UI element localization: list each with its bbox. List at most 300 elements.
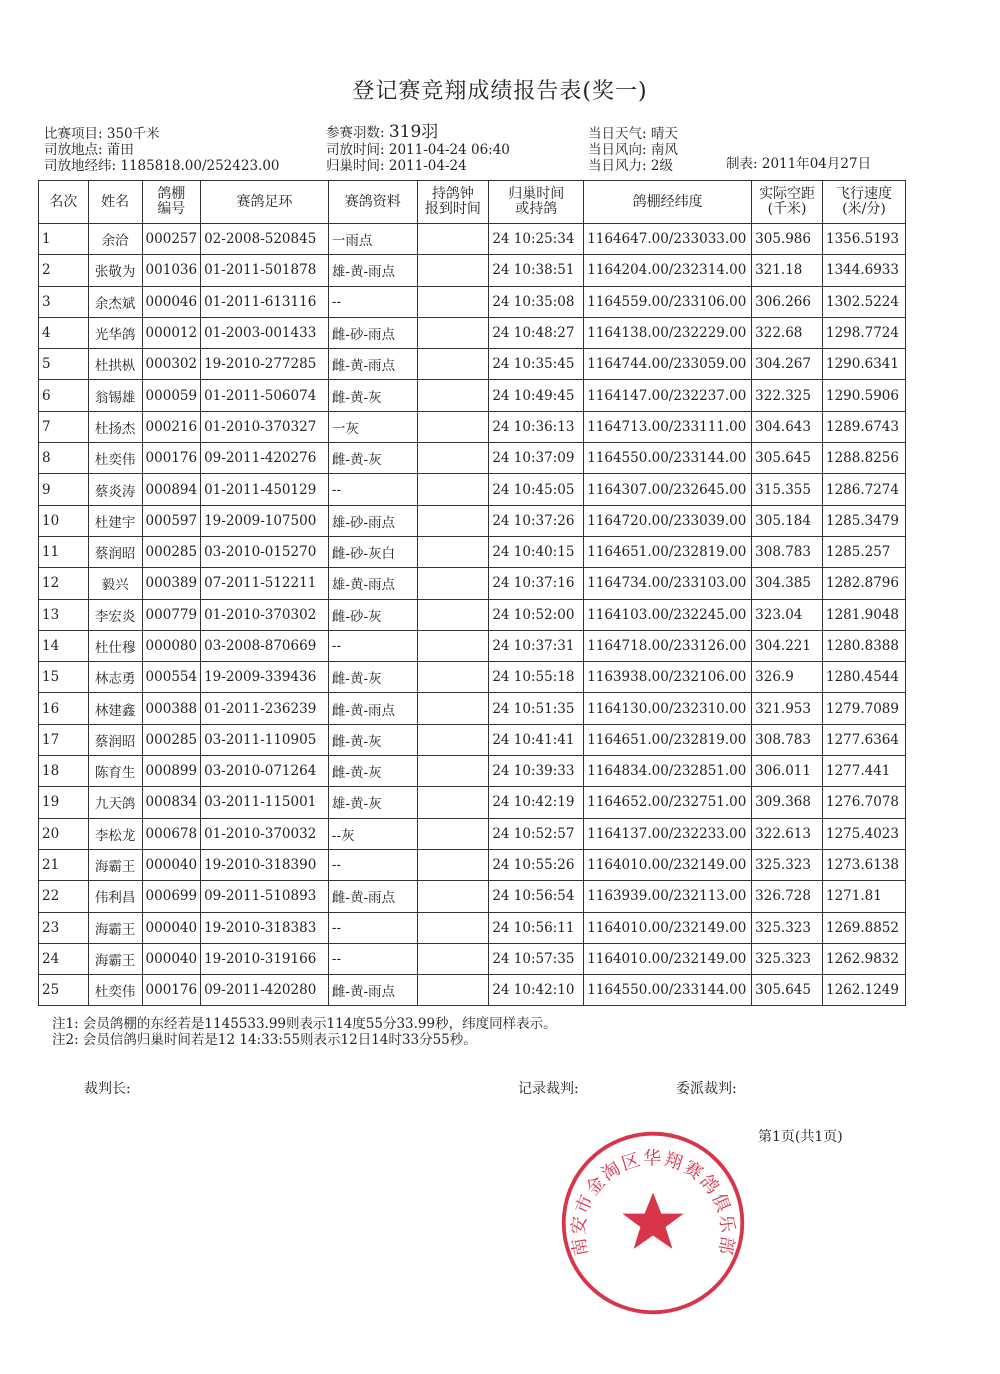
cell-clock-time: [417, 443, 489, 474]
cell-distance: 315.355: [752, 474, 823, 505]
table-row: [39, 662, 906, 693]
cell-ring-number: 19-2010-277285: [201, 349, 329, 380]
cell-ring-number: 01-2011-501878: [201, 255, 329, 286]
cell-speed: 1273.6138: [822, 849, 905, 880]
cell-speed: 1285.257: [822, 536, 905, 567]
release-location-value: 莆田: [106, 142, 134, 158]
table-row: [39, 756, 906, 787]
table-row: [39, 818, 906, 849]
cell-rank: 10: [39, 505, 89, 536]
table-row: [39, 443, 906, 474]
cell-name: 林建鑫: [88, 693, 142, 724]
cell-loft-id: 000597: [142, 505, 201, 536]
cell-arrival-time: 24 10:37:26: [489, 505, 584, 536]
cell-loft-coords: 1164010.00/232149.00: [584, 849, 752, 880]
cell-name: 杜奕伟: [88, 975, 142, 1006]
cell-arrival-time: 24 10:37:09: [489, 443, 584, 474]
cell-clock-time: [417, 568, 489, 599]
cell-loft-coords: 1164713.00/233111.00: [584, 411, 752, 442]
cell-loft-id: 000012: [142, 317, 201, 348]
table-row: [39, 411, 906, 442]
cell-arrival-time: 24 10:35:45: [489, 349, 584, 380]
cell-pigeon-info: --灰: [328, 818, 417, 849]
cell-rank: 3: [39, 286, 89, 317]
cell-speed: 1356.5193: [822, 224, 905, 255]
cell-arrival-time: 24 10:48:27: [489, 317, 584, 348]
cell-name: 林志勇: [88, 662, 142, 693]
cell-ring-number: 01-2003-001433: [201, 317, 329, 348]
cell-pigeon-info: 一灰: [328, 411, 417, 442]
release-coords: [44, 158, 280, 174]
cell-ring-number: 02-2008-520845: [201, 224, 329, 255]
table-row: [39, 943, 906, 974]
cell-arrival-time: 24 10:42:10: [489, 975, 584, 1006]
column-header: [142, 181, 201, 224]
cell-loft-id: 000779: [142, 599, 201, 630]
cell-pigeon-info: --: [328, 630, 417, 661]
seal-star-icon: [622, 1193, 683, 1249]
cell-clock-time: [417, 849, 489, 880]
cell-distance: 321.18: [752, 255, 823, 286]
wind-direction: [588, 142, 678, 158]
cell-clock-time: [417, 662, 489, 693]
cell-name: 海霸王: [88, 912, 142, 943]
cell-distance: 308.783: [752, 724, 823, 755]
cell-arrival-time: 24 10:40:15: [489, 536, 584, 567]
table-body: [39, 224, 906, 1006]
cell-ring-number: 01-2010-370032: [201, 818, 329, 849]
weather: [588, 126, 678, 142]
cell-name: 杜仕穆: [88, 630, 142, 661]
column-header-line: 编号: [157, 201, 186, 217]
column-header-line: 持鸽钟: [431, 186, 474, 202]
cell-arrival-time: 24 10:51:35: [489, 693, 584, 724]
cell-rank: 16: [39, 693, 89, 724]
cell-arrival-time: 24 10:45:05: [489, 474, 584, 505]
cell-arrival-time: 24 10:38:51: [489, 255, 584, 286]
cell-clock-time: [417, 599, 489, 630]
cell-rank: 12: [39, 568, 89, 599]
cell-name: 杜奕伟: [88, 443, 142, 474]
cell-loft-id: 000388: [142, 693, 201, 724]
cell-pigeon-info: 雄-砂-雨点: [328, 505, 417, 536]
column-header-line: (米/分): [842, 201, 886, 217]
column-header-line: 飞行速度: [835, 186, 892, 202]
cell-rank: 5: [39, 349, 89, 380]
return-time: [326, 158, 467, 174]
cell-speed: 1280.4544: [822, 662, 905, 693]
cell-speed: 1302.5224: [822, 286, 905, 317]
cell-clock-time: [417, 349, 489, 380]
cell-distance: 305.184: [752, 505, 823, 536]
cell-distance: 304.385: [752, 568, 823, 599]
cell-pigeon-info: 雌-黄-灰: [328, 443, 417, 474]
cell-ring-number: 01-2011-450129: [201, 474, 329, 505]
cell-loft-id: 000285: [142, 536, 201, 567]
entries-label: 参赛羽数:: [326, 125, 385, 141]
cell-speed: 1262.1249: [822, 975, 905, 1006]
cell-speed: 1269.8852: [822, 912, 905, 943]
cell-distance: 304.267: [752, 349, 823, 380]
cell-loft-coords: 1164720.00/233039.00: [584, 505, 752, 536]
cell-name: 李松龙: [88, 818, 142, 849]
cell-arrival-time: 24 10:37:16: [489, 568, 584, 599]
cell-clock-time: [417, 536, 489, 567]
cell-loft-id: 000040: [142, 943, 201, 974]
table-row: [39, 599, 906, 630]
cell-rank: 25: [39, 975, 89, 1006]
table-row: [39, 787, 906, 818]
cell-rank: 23: [39, 912, 89, 943]
cell-ring-number: 03-2008-870669: [201, 630, 329, 661]
cell-distance: 306.011: [752, 756, 823, 787]
cell-rank: 2: [39, 255, 89, 286]
column-header-line: 报到时间: [424, 201, 481, 217]
cell-name: 蔡润昭: [88, 536, 142, 567]
cell-clock-time: [417, 286, 489, 317]
cell-rank: 4: [39, 317, 89, 348]
notes: [52, 1016, 557, 1048]
cell-arrival-time: 24 10:25:34: [489, 224, 584, 255]
cell-arrival-time: 24 10:52:57: [489, 818, 584, 849]
column-header-line: 鸽棚: [157, 186, 186, 202]
cell-rank: 15: [39, 662, 89, 693]
cell-pigeon-info: --: [328, 943, 417, 974]
cell-ring-number: 19-2010-318383: [201, 912, 329, 943]
cell-speed: 1288.8256: [822, 443, 905, 474]
cell-loft-coords: 1164734.00/233103.00: [584, 568, 752, 599]
cell-ring-number: 09-2011-510893: [201, 881, 329, 912]
cell-loft-coords: 1164147.00/232237.00: [584, 380, 752, 411]
seal-text: 南安市金淘区华翔赛鸽俱乐部: [568, 1148, 738, 1258]
cell-distance: 326.9: [752, 662, 823, 693]
entries-value: 319羽: [388, 122, 439, 142]
cell-rank: 6: [39, 380, 89, 411]
return-time-value: 2011-04-24: [388, 158, 467, 174]
table-row: [39, 349, 906, 380]
cell-pigeon-info: --: [328, 912, 417, 943]
cell-distance: 322.613: [752, 818, 823, 849]
assigned-judge-label: 委派裁判:: [676, 1081, 737, 1097]
cell-loft-coords: 1164204.00/232314.00: [584, 255, 752, 286]
cell-speed: 1279.7089: [822, 693, 905, 724]
race-item-value: 350千米: [106, 126, 160, 142]
table-row: [39, 224, 906, 255]
cell-speed: 1290.5906: [822, 380, 905, 411]
cell-arrival-time: 24 10:56:11: [489, 912, 584, 943]
cell-distance: 304.643: [752, 411, 823, 442]
entries: [326, 124, 438, 141]
cell-pigeon-info: 雌-黄-灰: [328, 756, 417, 787]
cell-ring-number: 01-2011-236239: [201, 693, 329, 724]
cell-speed: 1290.6341: [822, 349, 905, 380]
cell-arrival-time: 24 10:57:35: [489, 943, 584, 974]
cell-speed: 1289.6743: [822, 411, 905, 442]
table-row: [39, 380, 906, 411]
cell-pigeon-info: 雌-黄-灰: [328, 724, 417, 755]
release-time-label: 司放时间:: [326, 142, 385, 158]
cell-rank: 11: [39, 536, 89, 567]
column-header-line: 鸽棚经纬度: [632, 193, 703, 210]
column-header: [88, 181, 142, 224]
cell-distance: 325.323: [752, 849, 823, 880]
cell-loft-id: 000059: [142, 380, 201, 411]
cell-loft-coords: 1164137.00/232233.00: [584, 818, 752, 849]
cell-speed: 1271.81: [822, 881, 905, 912]
column-header-line: 或持鸽: [515, 201, 558, 217]
cell-loft-id: 000285: [142, 724, 201, 755]
cell-rank: 13: [39, 599, 89, 630]
cell-distance: 321.953: [752, 693, 823, 724]
cell-distance: 305.986: [752, 224, 823, 255]
cell-loft-id: 000040: [142, 912, 201, 943]
cell-speed: 1276.7078: [822, 787, 905, 818]
cell-distance: 322.68: [752, 317, 823, 348]
cell-ring-number: 03-2010-015270: [201, 536, 329, 567]
cell-name: 杜建宇: [88, 505, 142, 536]
table-row: [39, 536, 906, 567]
cell-ring-number: 19-2010-319166: [201, 943, 329, 974]
cell-clock-time: [417, 943, 489, 974]
cell-loft-coords: 1164138.00/232229.00: [584, 317, 752, 348]
cell-speed: 1282.8796: [822, 568, 905, 599]
cell-ring-number: 07-2011-512211: [201, 568, 329, 599]
report-title: 登记赛竞翔成绩报告表(奖一): [352, 79, 648, 104]
cell-distance: 305.645: [752, 975, 823, 1006]
table-row: [39, 286, 906, 317]
cell-loft-coords: 1164651.00/232819.00: [584, 536, 752, 567]
cell-loft-id: 000046: [142, 286, 201, 317]
cell-name: 张敬为: [88, 255, 142, 286]
cell-clock-time: [417, 630, 489, 661]
cell-pigeon-info: 雌-砂-灰白: [328, 536, 417, 567]
cell-clock-time: [417, 224, 489, 255]
cell-clock-time: [417, 693, 489, 724]
cell-loft-coords: 1164559.00/233106.00: [584, 286, 752, 317]
cell-name: 余杰斌: [88, 286, 142, 317]
release-time-value: 2011-04-24 06:40: [388, 142, 510, 158]
cell-clock-time: [417, 912, 489, 943]
cell-loft-coords: 1163938.00/232106.00: [584, 662, 752, 693]
cell-rank: 24: [39, 943, 89, 974]
cell-speed: 1285.3479: [822, 505, 905, 536]
cell-distance: 325.323: [752, 943, 823, 974]
note-2: 注2: 会员信鸽归巢时间若是12 14:33:55则表示12日14时33分55秒。: [52, 1032, 477, 1048]
release-coords-label: 司放地经纬:: [44, 158, 117, 174]
cell-ring-number: 09-2011-420276: [201, 443, 329, 474]
cell-pigeon-info: 雄-黄-雨点: [328, 568, 417, 599]
club-seal: [558, 1128, 748, 1318]
column-header: [752, 181, 823, 224]
cell-arrival-time: 24 10:56:54: [489, 881, 584, 912]
cell-arrival-time: 24 10:55:26: [489, 849, 584, 880]
cell-rank: 1: [39, 224, 89, 255]
cell-speed: 1280.8388: [822, 630, 905, 661]
cell-distance: 326.728: [752, 881, 823, 912]
table-header-row: [39, 181, 906, 224]
release-location-label: 司放地点:: [44, 142, 103, 158]
table-row: [39, 849, 906, 880]
cell-name: 伟利昌: [88, 881, 142, 912]
table-row: [39, 317, 906, 348]
cell-pigeon-info: --: [328, 286, 417, 317]
cell-loft-coords: 1164550.00/233144.00: [584, 975, 752, 1006]
cell-rank: 9: [39, 474, 89, 505]
cell-ring-number: 01-2011-506074: [201, 380, 329, 411]
table-row: [39, 693, 906, 724]
cell-pigeon-info: 雌-黄-雨点: [328, 693, 417, 724]
cell-name: 光华鸽: [88, 317, 142, 348]
cell-loft-id: 000176: [142, 443, 201, 474]
cell-distance: 306.266: [752, 286, 823, 317]
cell-clock-time: [417, 787, 489, 818]
cell-distance: 323.04: [752, 599, 823, 630]
cell-speed: 1275.4023: [822, 818, 905, 849]
cell-loft-id: 000216: [142, 411, 201, 442]
cell-distance: 305.645: [752, 443, 823, 474]
cell-loft-coords: 1164651.00/232819.00: [584, 724, 752, 755]
column-header-line: 姓名: [101, 193, 130, 210]
cell-clock-time: [417, 756, 489, 787]
cell-rank: 8: [39, 443, 89, 474]
cell-distance: 309.368: [752, 787, 823, 818]
cell-rank: 21: [39, 849, 89, 880]
release-coords-value: 1185818.00/252423.00: [120, 158, 280, 174]
cell-pigeon-info: 雌-黄-雨点: [328, 349, 417, 380]
cell-pigeon-info: 雄-黄-雨点: [328, 255, 417, 286]
table-row: [39, 630, 906, 661]
table-row: [39, 724, 906, 755]
cell-arrival-time: 24 10:39:33: [489, 756, 584, 787]
page-number: 第1页(共1页): [758, 1129, 843, 1145]
cell-arrival-time: 24 10:37:31: [489, 630, 584, 661]
cell-loft-id: 000302: [142, 349, 201, 380]
wind-force-value: 2级: [650, 158, 673, 174]
cell-arrival-time: 24 10:35:08: [489, 286, 584, 317]
cell-loft-coords: 1164652.00/232751.00: [584, 787, 752, 818]
cell-pigeon-info: 一雨点: [328, 224, 417, 255]
cell-ring-number: 03-2011-110905: [201, 724, 329, 755]
cell-loft-coords: 1164744.00/233059.00: [584, 349, 752, 380]
column-header-line: 名次: [49, 193, 78, 210]
column-header: [822, 181, 905, 224]
cell-pigeon-info: 雌-砂-雨点: [328, 317, 417, 348]
chief-judge-label: 裁判长:: [84, 1081, 131, 1097]
cell-clock-time: [417, 474, 489, 505]
cell-name: 海霸王: [88, 943, 142, 974]
cell-ring-number: 03-2010-071264: [201, 756, 329, 787]
wind-direction-value: 南风: [650, 142, 678, 158]
cell-speed: 1281.9048: [822, 599, 905, 630]
cell-clock-time: [417, 881, 489, 912]
cell-name: 蔡润昭: [88, 724, 142, 755]
column-header-line: 归巢时间: [508, 186, 565, 202]
release-time: [326, 142, 510, 158]
cell-loft-id: 000834: [142, 787, 201, 818]
cell-loft-id: 000176: [142, 975, 201, 1006]
cell-clock-time: [417, 505, 489, 536]
cell-loft-id: 000080: [142, 630, 201, 661]
cell-distance: 325.323: [752, 912, 823, 943]
table-row: [39, 255, 906, 286]
weather-label: 当日天气:: [588, 126, 647, 142]
column-header: [417, 181, 489, 224]
cell-pigeon-info: --: [328, 849, 417, 880]
cell-loft-id: 000554: [142, 662, 201, 693]
cell-ring-number: 01-2011-613116: [201, 286, 329, 317]
cell-rank: 19: [39, 787, 89, 818]
cell-speed: 1298.7724: [822, 317, 905, 348]
cell-loft-coords: 1164010.00/232149.00: [584, 912, 752, 943]
cell-speed: 1262.9832: [822, 943, 905, 974]
cell-arrival-time: 24 10:55:18: [489, 662, 584, 693]
cell-loft-coords: 1163939.00/232113.00: [584, 881, 752, 912]
cell-loft-coords: 1164647.00/233033.00: [584, 224, 752, 255]
cell-name: 毅兴: [88, 568, 142, 599]
cell-clock-time: [417, 975, 489, 1006]
cell-rank: 7: [39, 411, 89, 442]
cell-clock-time: [417, 255, 489, 286]
cell-ring-number: 01-2010-370302: [201, 599, 329, 630]
column-header-line: 实际空距: [759, 186, 816, 202]
wind-force-label: 当日风力:: [588, 158, 647, 174]
race-item-label: 比赛项目:: [44, 126, 103, 142]
cell-speed: 1344.6933: [822, 255, 905, 286]
cell-loft-coords: 1164718.00/233126.00: [584, 630, 752, 661]
cell-name: 杜扬杰: [88, 411, 142, 442]
cell-pigeon-info: 雌-砂-灰: [328, 599, 417, 630]
cell-ring-number: 01-2010-370327: [201, 411, 329, 442]
cell-ring-number: 03-2011-115001: [201, 787, 329, 818]
cell-pigeon-info: 雌-黄-灰: [328, 380, 417, 411]
cell-rank: 17: [39, 724, 89, 755]
cell-loft-coords: 1164307.00/232645.00: [584, 474, 752, 505]
column-header: [328, 181, 417, 224]
column-header: [584, 181, 752, 224]
cell-loft-id: 000899: [142, 756, 201, 787]
cell-clock-time: [417, 411, 489, 442]
cell-clock-time: [417, 317, 489, 348]
cell-name: 余洽: [88, 224, 142, 255]
cell-arrival-time: 24 10:41:41: [489, 724, 584, 755]
record-judge-label: 记录裁判:: [518, 1081, 579, 1097]
table-row: [39, 912, 906, 943]
cell-distance: 308.783: [752, 536, 823, 567]
cell-rank: 20: [39, 818, 89, 849]
cell-ring-number: 19-2009-339436: [201, 662, 329, 693]
cell-loft-coords: 1164103.00/232245.00: [584, 599, 752, 630]
wind-direction-label: 当日风向:: [588, 142, 647, 158]
results-table: [38, 180, 906, 1006]
cell-loft-coords: 1164130.00/232310.00: [584, 693, 752, 724]
table-row: [39, 505, 906, 536]
cell-ring-number: 09-2011-420280: [201, 975, 329, 1006]
cell-loft-id: 000257: [142, 224, 201, 255]
cell-loft-id: 000894: [142, 474, 201, 505]
cell-pigeon-info: 雌-黄-雨点: [328, 881, 417, 912]
table-row: [39, 881, 906, 912]
cell-name: 陈育生: [88, 756, 142, 787]
cell-clock-time: [417, 818, 489, 849]
cell-distance: 304.221: [752, 630, 823, 661]
cell-name: 蔡炎涛: [88, 474, 142, 505]
cell-name: 九天鸽: [88, 787, 142, 818]
cell-rank: 14: [39, 630, 89, 661]
cell-loft-coords: 1164834.00/232851.00: [584, 756, 752, 787]
column-header: [39, 181, 89, 224]
made-date-value: 2011年04月27日: [761, 156, 872, 172]
cell-arrival-time: 24 10:49:45: [489, 380, 584, 411]
